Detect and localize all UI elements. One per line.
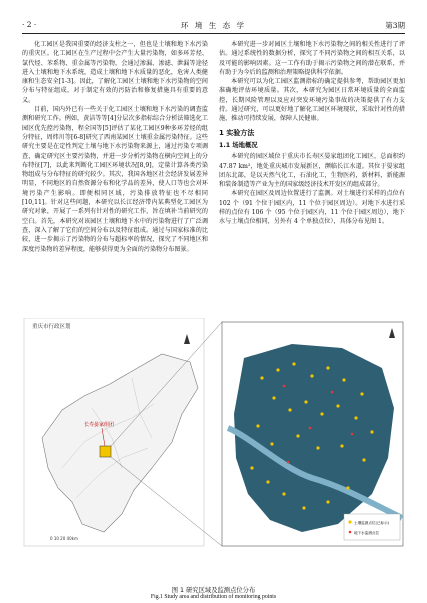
- legend-item: 土壤监测点位(已标示): [354, 521, 390, 525]
- right-column: [219, 40, 405, 227]
- paragraph: 本研究进一步对园区土壤和地下水污染物之间的相关性进行了评估。通过系统性的数据分析，探究了不同污染物之间的相互关系，以及可能的影响因素。这一工作有助于揭示污染物之间的潜在联系，并有助于为今后的监测和治理策略提供科学依据。: [219, 41, 405, 76]
- paragraph: 本研究可以为化工园区监测指标的确定提供参考，帮助园区更加准确地评估环境质量。其次，本研究为园区日常环境质量的全面监控，长期风险管理以及应对突发环境污染事故的决策提供了有力支持。通过研究，可以更好地了解化工园区环境现状，采取针对性的措施，推动可持续发展，保障人民健康。: [219, 78, 405, 123]
- legend-item: 地下水监测点位: [354, 531, 380, 535]
- paragraph: 目前，国内外已有一些关于化工园区土壤和地下水污染的调查监测和研究工作。例如，黄洁等等[4]分层次多指标综合分析法筛选化工园区优先控污染物，程全国等[5]评估了某化工园区9种多环芳烃的组分特征，周炜川等[6-8]研究了西南某园区土壤重金属污染特征。这些研究主要是在定性判定土壤与地下水污染物来源上，通过污染专项调查，确定研究区主要污染物，并进一步分析污染物在横向空间上的分布特征[7]，以此来判断化工园区环境状况[8,9]，定量计算各类污染物组成与分布特征的研究较少。其次，我国各地区社会经济发展差异明显，不同地区的自然资源分布和化学品的差异，使人口等也会对环境污染产生影响。即便相同区域，污染排放特征也不尽相同[10,11]。针对这些问题，本研究以长江经济带内某典型化工园区为研究对象，开展了一系列有针对性的研究工作，旨在填补当前研究的空白。首先，本研究对该园区土壤和地下水中的污染物进行了广泛调查，深入了解了它们的空间分布以及特征组成。通过与国家标准的比较，进一步揭示了污染物的分布与超标率的情况，探究了不同地区和深度污染物的差异程度，能够获得更为全面的污染物分布图景。: [22, 106, 208, 253]
- legend-box: [344, 514, 400, 540]
- running-header: [22, 20, 405, 32]
- paragraph: 本研究的园区域位于重庆市长寿区晏家组团化工园区，总面积约 47.87 km²，地处重庆城市发展新区，濒临长江水道。其位于晏家组团东北部，是以天然气化工，石油化工，生物医药，新材料，新能源和装备制造等产业为主的国家级经济技术开发区的组成部分。: [219, 153, 405, 189]
- journal-name: 环 境 生 态 学: [180, 21, 247, 30]
- figure-caption-en: Fig.1 Study area and distribution of monitoring points: [150, 594, 277, 600]
- study-area-highlight: [100, 446, 111, 457]
- subsection-heading: 1.1 场地概况: [219, 141, 258, 149]
- study-area-figure: [22, 318, 405, 556]
- area-label: 长寿晏家组团: [84, 422, 115, 428]
- left-column: [22, 40, 208, 254]
- inset-title: 重庆市行政区划: [32, 324, 71, 330]
- header-rule: [22, 33, 405, 34]
- scale-bar: 0 10 20 40km: [50, 536, 78, 541]
- paragraph: 化工园区是我国重要的经济支柱之一，但也是土壤和地下水污染的重灾区。化工园区在生产过程中会产生大量污染物，如多环芳烃、氯代烃、苯系物、重金属等污染物，会通过渗漏、渗滤、泄漏等途径进入土壤和地下水系统，造成土壤和地下水质量的恶化，危害人类健康和生态安全[1-3]。因此，了解化工园区土壤和地下水污染物的空间分布与特征组成，对于制定有效的污防治和修复措施具有重要的意义。: [22, 41, 208, 104]
- legend-marker: [349, 531, 352, 534]
- figure-caption-cn: 图 1 研究区域及监测点位分布: [171, 587, 256, 594]
- legend-marker: [348, 520, 351, 523]
- page-number: · 2 ·: [22, 20, 37, 29]
- section-heading: 1 实验方法: [219, 128, 255, 137]
- issue-number: 第3期: [385, 21, 405, 30]
- paragraph: 本研究在园区及周边位置进行了监测。对土壤进行采样的点位有 102 个（91 个位于园区内，11 个位于园区周边）。对地下水进行采样的点位有 106 个（95 个位于园区内，11 个位于园区周边），地下水与土壤点位相同，另外有 4 个单独点位），具体分布见图 1。: [219, 190, 405, 226]
